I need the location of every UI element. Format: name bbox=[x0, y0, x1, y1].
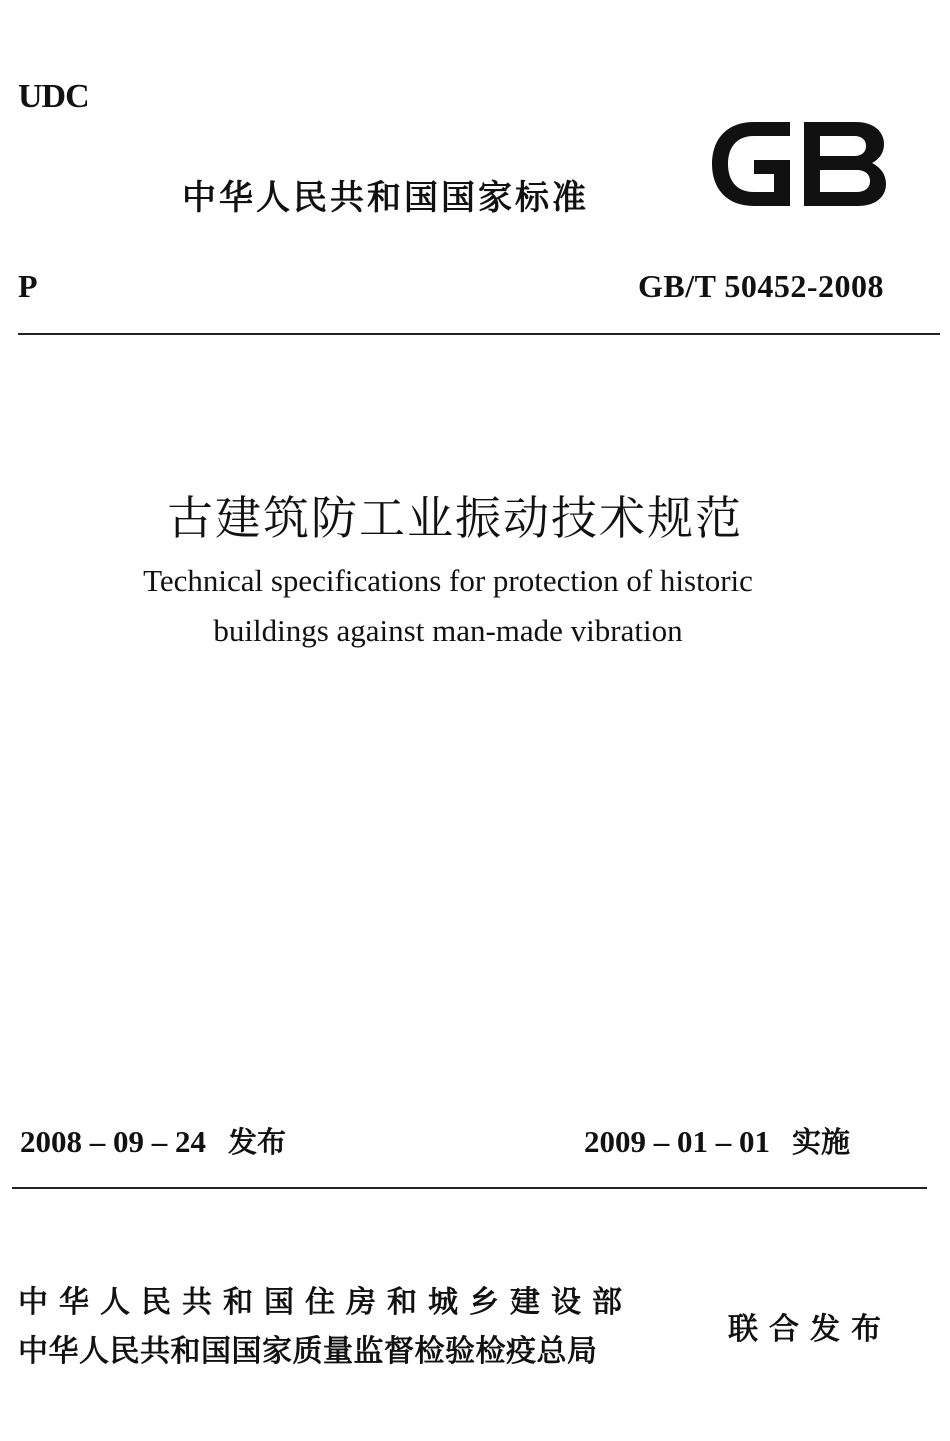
title-english-line-1: Technical specifications for protection of historic bbox=[143, 563, 753, 598]
issuer-ministry-housing: 中华人民共和国住房和城乡建设部 bbox=[18, 1285, 633, 1320]
implement-label: 实施 bbox=[792, 1125, 851, 1159]
issue-date: 2008 – 09 – 24 bbox=[20, 1124, 206, 1159]
gb-logo bbox=[708, 118, 888, 210]
issue-label: 发布 bbox=[228, 1125, 287, 1159]
issue-date-block bbox=[20, 1120, 286, 1161]
bottom-divider bbox=[12, 1187, 927, 1189]
national-standard-heading: 中华人民共和国国家标准 bbox=[182, 178, 589, 218]
implement-date-block bbox=[584, 1120, 850, 1161]
standard-number: GB/T 50452-2008 bbox=[637, 268, 884, 304]
issuer-aqsiq: 中华人民共和国国家质量监督检验检疫总局 bbox=[18, 1334, 598, 1369]
implement-date: 2009 – 01 – 01 bbox=[584, 1124, 770, 1159]
classification-code: P bbox=[18, 268, 38, 304]
title-chinese: 古建筑防工业振动技术规范 bbox=[167, 491, 743, 545]
joint-issue-label: 联合发布 bbox=[728, 1312, 892, 1347]
top-divider bbox=[18, 333, 940, 335]
udc-label: UDC bbox=[18, 78, 89, 115]
title-english-line-2: buildings against man-made vibration bbox=[213, 613, 683, 648]
